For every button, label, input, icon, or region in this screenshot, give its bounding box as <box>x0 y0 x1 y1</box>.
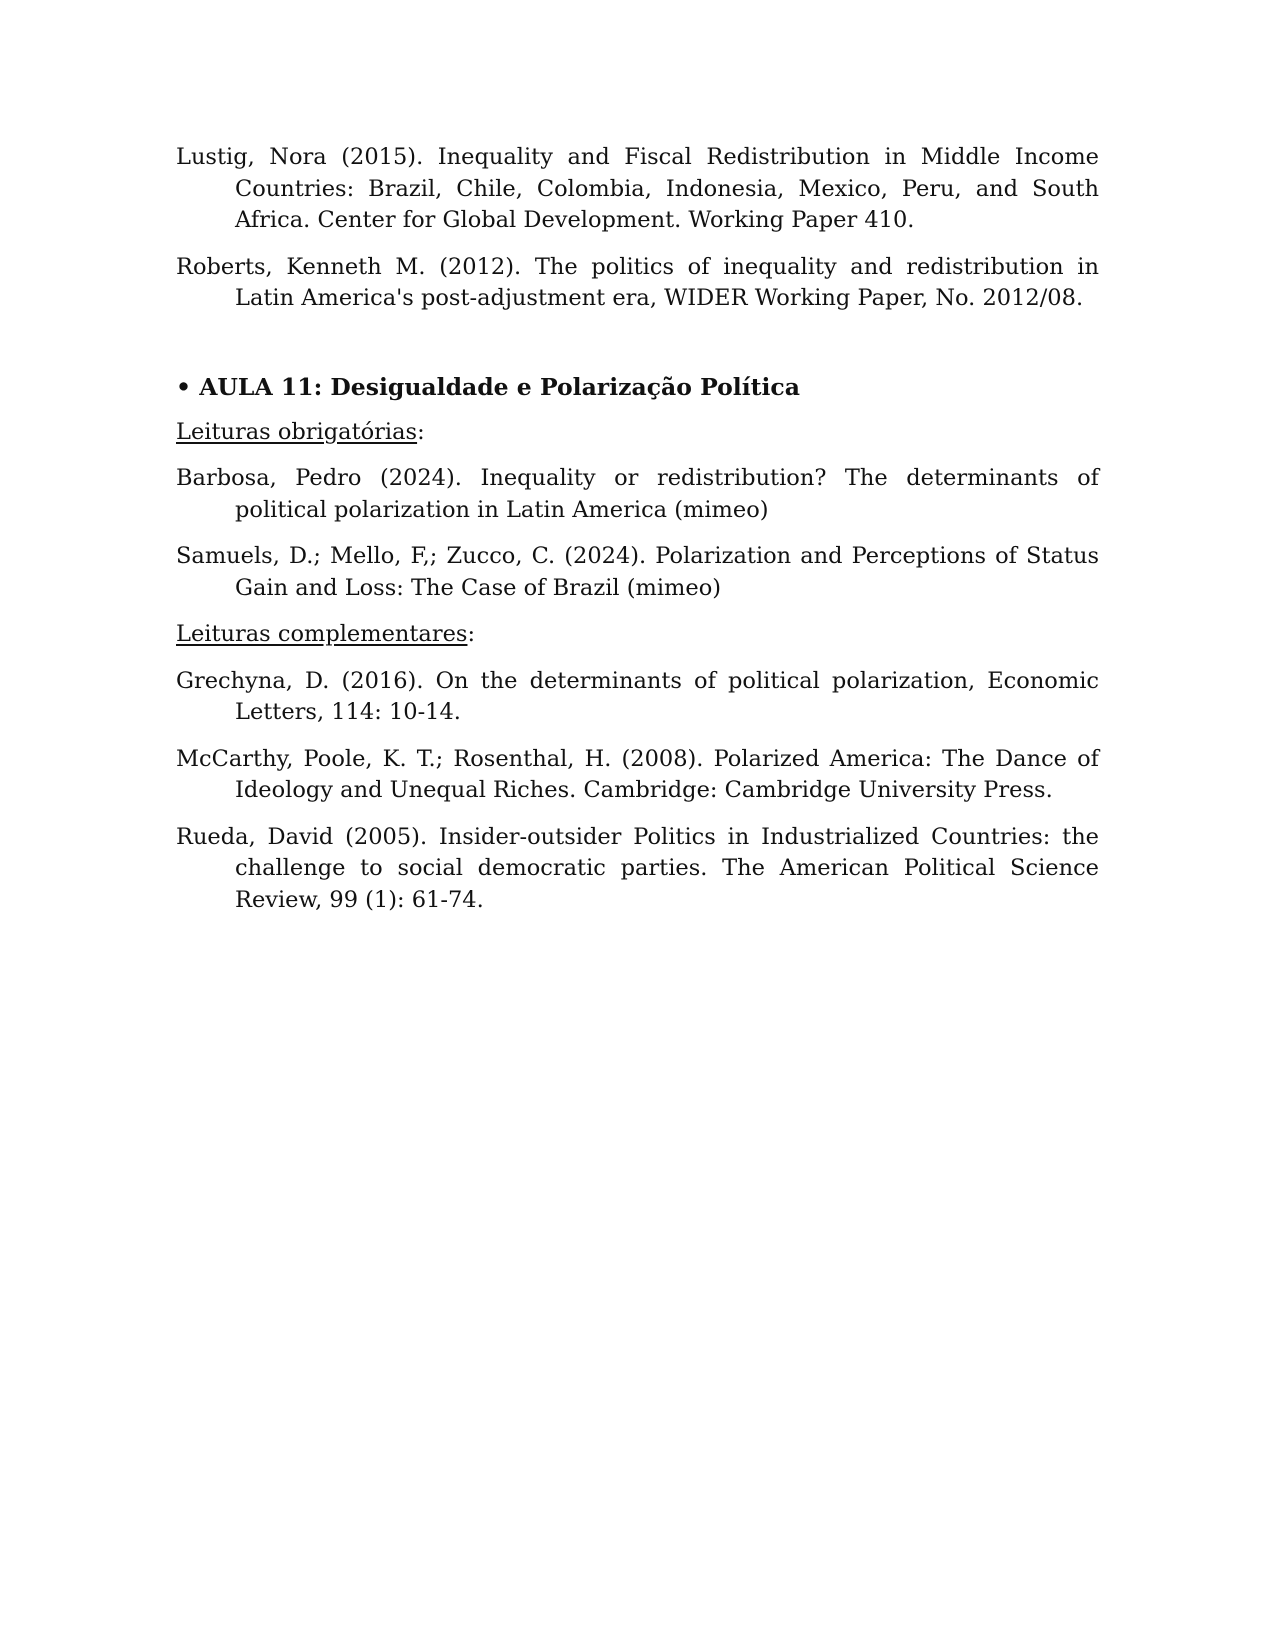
reference-entry: McCarthy, Poole, K. T.; Rosenthal, H. (2008). Polarized America: The Dance of Ideology and Unequal Riches. Cambridge: Cambridge University Press. <box>176 745 1099 803</box>
required-readings-label: Leituras obrigatórias: <box>176 418 425 445</box>
complementary-readings-label: Leituras complementares: <box>176 621 476 647</box>
reference-entry: Samuels, D.; Mello, F,; Zucco, C. (2024). Polarization and Perceptions of Status Gain and Loss: The Case of Brazil (mimeo) <box>176 543 1099 601</box>
document-page <box>176 142 1099 931</box>
section-heading: • AULA 11: Desigualdade e Polarização Política <box>176 372 800 401</box>
required-readings-label-text: Leituras obrigatórias <box>176 418 418 445</box>
reference-entry: Rueda, David (2005). Insider-outsider Politics in Industrialized Countries: the challenge to social democratic parties. The American Political Science Review, 99 (1): 61-74. <box>176 823 1099 913</box>
reference-entry: Lustig, Nora (2015). Inequality and Fiscal Redistribution in Middle Income Countries: Brazil, Chile, Colombia, Indonesia, Mexico, Peru, and South Africa. Center for Global Development. Working Paper 410. <box>176 144 1099 233</box>
reference-entry: Roberts, Kenneth M. (2012). The politics of inequality and redistribution in Latin America's post-adjustment era, WIDER Working Paper, No. 2012/08. <box>176 253 1099 311</box>
complementary-readings-label-text: Leituras complementares <box>176 621 468 647</box>
reference-entry: Barbosa, Pedro (2024). Inequality or redistribution? The determinants of political polarization in Latin America (mimeo) <box>176 465 1099 523</box>
reference-entry: Grechyna, D. (2016). On the determinants of political polarization, Economic Letters, 114: 10-14. <box>176 667 1099 725</box>
